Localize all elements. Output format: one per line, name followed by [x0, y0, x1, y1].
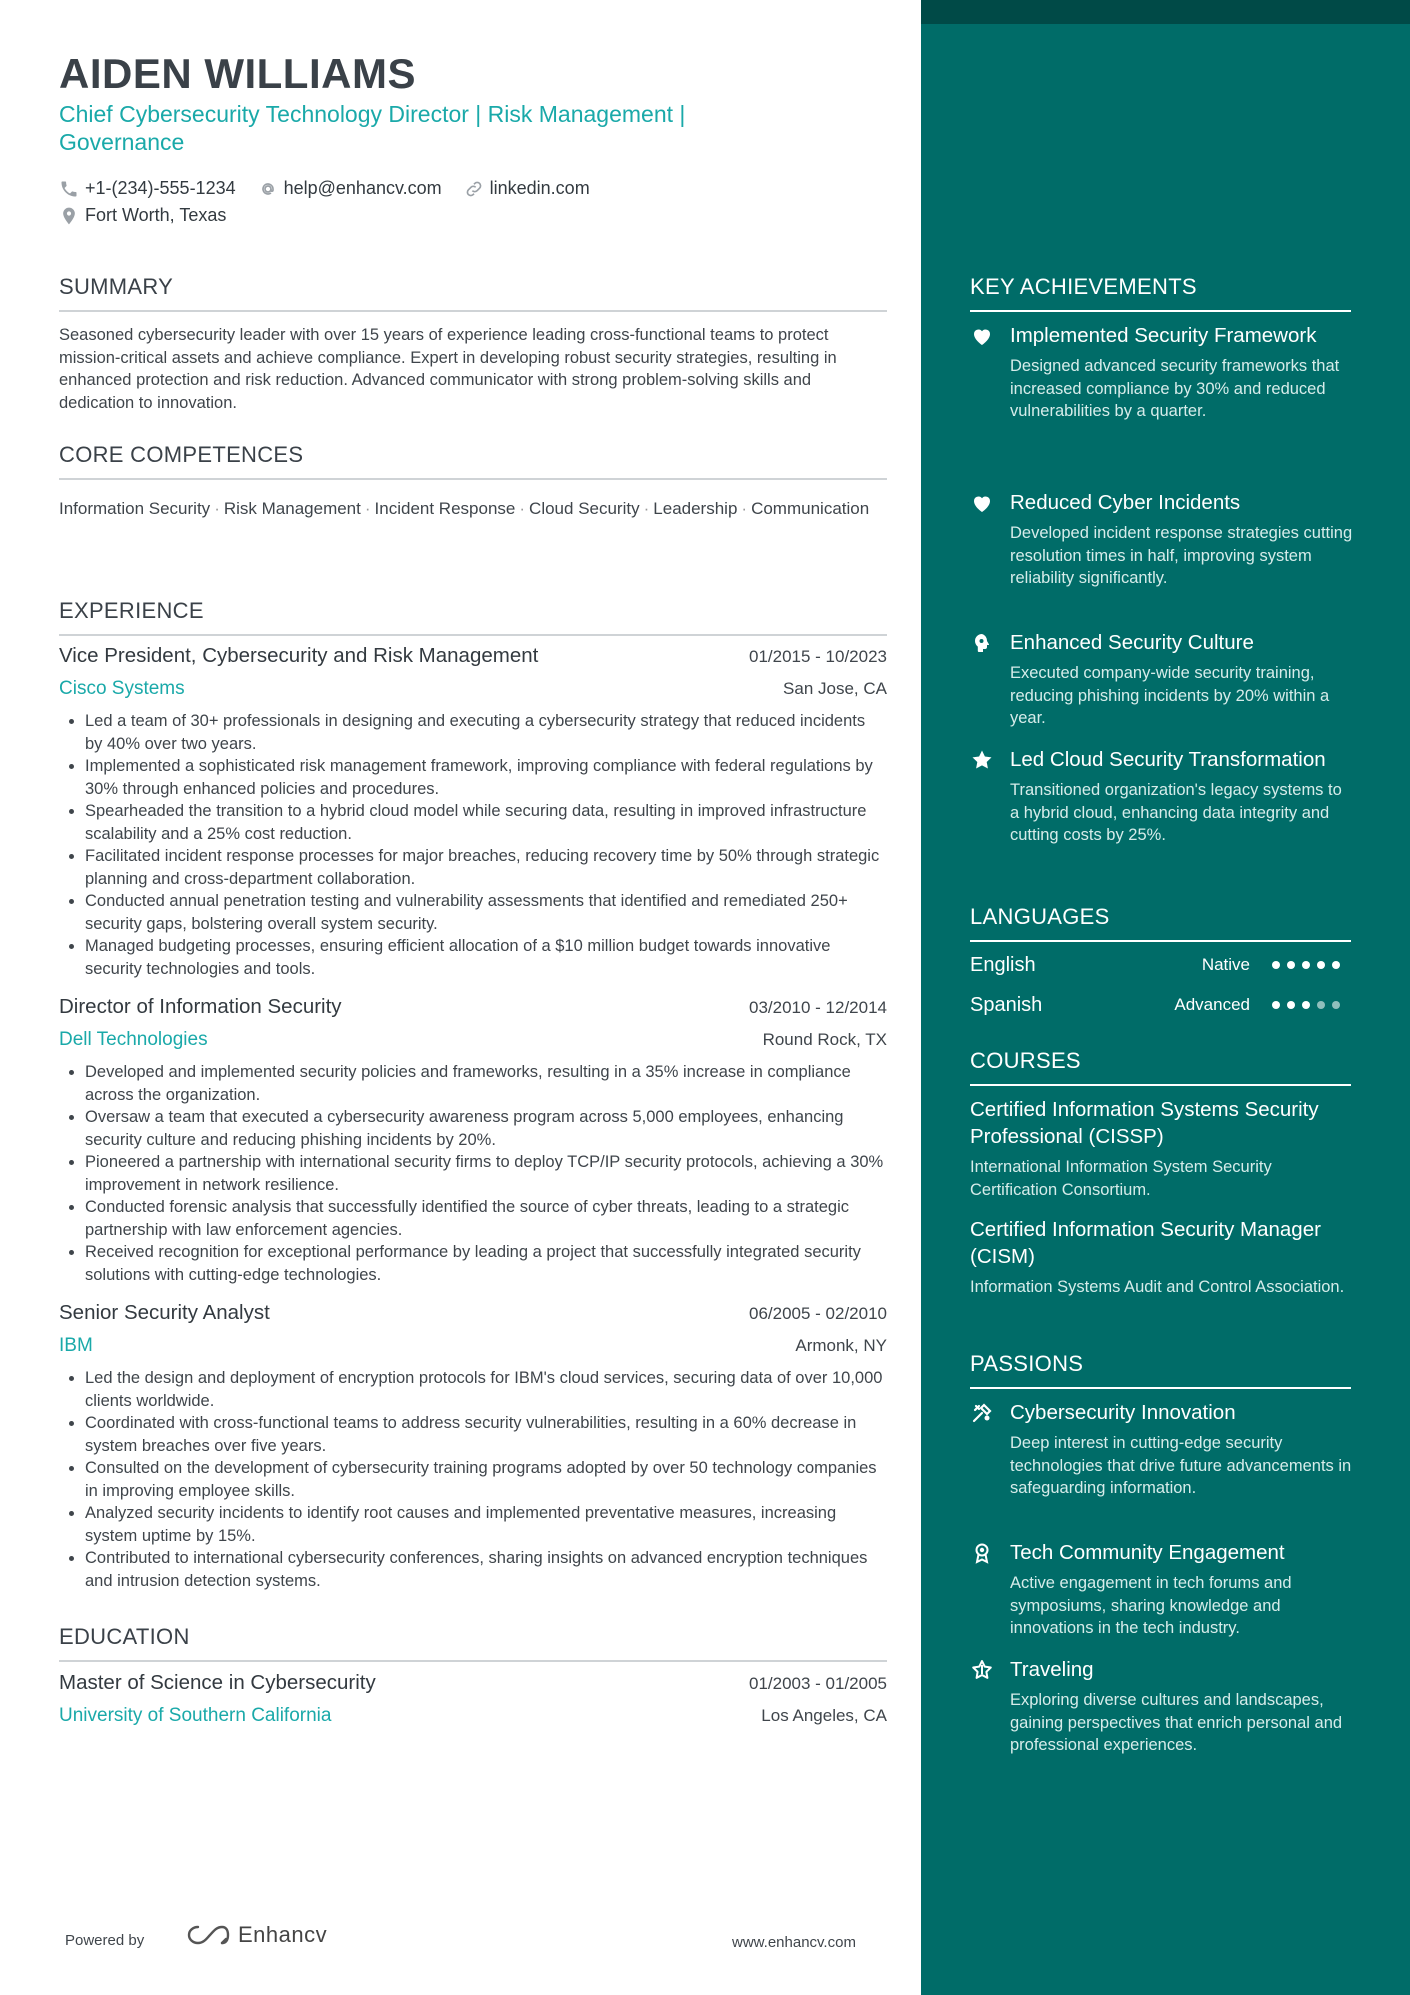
course-provider: International Information System Security Certification Consortium. — [970, 1158, 1272, 1199]
proficiency-dot — [1332, 1001, 1340, 1009]
experience-entry — [59, 644, 887, 980]
separator-dot: · — [643, 499, 650, 518]
job-bullets — [59, 1061, 887, 1286]
education-degree: Master of Science in Cybersecurity — [59, 1671, 376, 1694]
job-dates: 01/2015 - 10/2023 — [748, 647, 887, 666]
achievement-entry-title: Reduced Cyber Incidents — [1010, 491, 1241, 514]
powered-by-text: Powered by — [65, 1932, 145, 1949]
email-text: help@enhancv.com — [283, 178, 442, 198]
location-contact — [59, 205, 226, 226]
email-contact[interactable] — [258, 178, 442, 199]
job-location: Round Rock, TX — [762, 1030, 887, 1049]
languages-heading: LANGUAGES — [970, 904, 1351, 942]
achievement-entry-description: Transitioned organization's legacy systems to a hybrid cloud, enhancing data integrity and cutting costs by 25%. — [1010, 781, 1342, 844]
job-bullet: • Led a team of 30+ professionals in designing and executing a cybersecurity strategy that reduced incidents by 40% over two years. — [85, 710, 887, 755]
language-entry — [970, 990, 1351, 1020]
passion-entry-description: Exploring diverse cultures and landscapes, gaining perspectives that enrich personal and professional experiences. — [1010, 1691, 1343, 1754]
language-level: Advanced — [1174, 995, 1250, 1014]
education-dates: 01/2003 - 01/2005 — [748, 1674, 887, 1693]
passion-entry — [970, 1656, 1351, 1757]
award-icon — [970, 1541, 994, 1565]
at-icon — [258, 179, 278, 199]
language-name: Spanish — [970, 993, 1043, 1016]
job-bullets — [59, 1367, 887, 1592]
language-proficiency-dots — [1272, 1001, 1347, 1009]
language-name: English — [970, 953, 1036, 976]
language-level: Native — [1201, 955, 1250, 974]
proficiency-dot — [1272, 1001, 1280, 1009]
brain-icon — [970, 631, 994, 655]
passion-entry — [970, 1539, 1351, 1640]
education-entry — [59, 1671, 887, 1733]
job-title: Senior Security Analyst — [59, 1301, 270, 1324]
job-title: Vice President, Cybersecurity and Risk Management — [59, 644, 539, 667]
link-icon — [464, 179, 484, 199]
job-bullet: • Led the design and deployment of encryption protocols for IBM's cloud services, securing data of over 10,000 clients worldwide. — [85, 1367, 887, 1412]
heart-icon — [970, 324, 994, 348]
education-location: Los Angeles, CA — [761, 1706, 887, 1725]
job-location: San Jose, CA — [783, 679, 887, 698]
job-title: Director of Information Security — [59, 995, 342, 1018]
star-icon — [970, 748, 994, 772]
passion-entry-title: Tech Community Engagement — [1010, 1541, 1285, 1564]
experience-entry — [59, 1301, 887, 1592]
language-entry — [970, 950, 1351, 980]
job-bullet: • Analyzed security incidents to identify root causes and implemented preventative measures, increasing system uptime by 15%. — [85, 1502, 887, 1547]
job-company[interactable]: Dell Technologies — [59, 1029, 208, 1050]
job-dates: 06/2005 - 02/2010 — [748, 1304, 887, 1323]
achievement-entry — [970, 322, 1351, 423]
job-bullet: • Developed and implemented security policies and frameworks, resulting in a 35% increase in compliance across the organization. — [85, 1061, 887, 1106]
enhancv-logo-icon — [184, 1922, 232, 1948]
courses-heading: COURSES — [970, 1048, 1351, 1086]
passion-entry — [970, 1399, 1351, 1500]
contact-info — [59, 175, 859, 229]
proficiency-dot — [1317, 1001, 1325, 1009]
achievement-entry — [970, 489, 1351, 590]
proficiency-dot — [1302, 961, 1310, 969]
achievement-entry-title: Implemented Security Framework — [1010, 324, 1317, 347]
passions-heading: PASSIONS — [970, 1351, 1351, 1389]
separator-dot: · — [519, 499, 526, 518]
star-outline-icon — [970, 1658, 994, 1682]
location-text: Fort Worth, Texas — [85, 205, 227, 225]
tools-icon — [970, 1401, 994, 1425]
experience-heading: EXPERIENCE — [59, 598, 887, 636]
language-proficiency-dots — [1272, 961, 1347, 969]
achievement-entry-description: Designed advanced security frameworks that increased compliance by 30% and reduced vulnerabilities by a quarter. — [1010, 357, 1340, 420]
sidebar-top-bar — [921, 0, 1410, 24]
heart-icon — [970, 491, 994, 515]
job-company[interactable]: IBM — [59, 1335, 93, 1356]
proficiency-dot — [1287, 961, 1295, 969]
passion-entry-description: Deep interest in cutting-edge security technologies that drive future advancements in safeguarding information. — [1010, 1434, 1352, 1497]
achievement-entry-title: Led Cloud Security Transformation — [1010, 748, 1326, 771]
competences-list — [59, 489, 887, 528]
candidate-headline: Chief Cybersecurity Technology Director | Risk Management | Governance — [59, 101, 686, 155]
phone-text: +1-(234)-555-1234 — [85, 178, 236, 198]
achievement-entry-description: Developed incident response strategies cutting resolution times in half, improving system reliability significantly. — [1010, 524, 1353, 587]
competence-item: Communication — [751, 499, 870, 518]
course-provider: Information Systems Audit and Control Association. — [970, 1278, 1345, 1296]
passion-entry-description: Active engagement in tech forums and symposiums, sharing knowledge and innovations in the tech industry. — [1010, 1574, 1292, 1637]
enhancv-logo[interactable] — [184, 1922, 327, 1948]
summary-text: Seasoned cybersecurity leader with over 15 years of experience leading cross-functional teams to protect mission-critical assets and achieve compliance. Expert in developing robust security strategies, resulting in enhanced protection and risk reduction. Advanced communicator with strong problem-solving skills and dedication to innovation. — [59, 326, 837, 412]
course-title: Certified Information Systems Security Professional (CISSP) — [970, 1098, 1319, 1148]
separator-dot: · — [364, 499, 371, 518]
competence-item: Leadership — [653, 499, 738, 518]
linkedin-text: linkedin.com — [489, 178, 590, 198]
job-bullet: • Coordinated with cross-functional teams to address security vulnerabilities, resulting in a 60% decrease in system breaches over five years. — [85, 1412, 887, 1457]
job-bullet: • Conducted forensic analysis that successfully identified the source of cyber threats, leading to a strategic partnership with law enforcement agencies. — [85, 1196, 887, 1241]
job-bullet: • Consulted on the development of cybersecurity training programs adopted by over 50 technology companies in improving employee skills. — [85, 1457, 887, 1502]
footer-url[interactable]: www.enhancv.com — [732, 1934, 856, 1951]
competence-item: Incident Response — [374, 499, 516, 518]
job-bullet: • Conducted annual penetration testing and vulnerability assessments that identified and remediated 250+ security gaps, bolstering overall system security. — [85, 890, 887, 935]
passion-entry-title: Cybersecurity Innovation — [1010, 1401, 1236, 1424]
job-bullet: • Spearheaded the transition to a hybrid cloud model while securing data, resulting in improved infrastructure scalability and a 25% cost reduction. — [85, 800, 887, 845]
job-bullet: • Managed budgeting processes, ensuring efficient allocation of a $10 million budget towards innovative security technologies and tools. — [85, 935, 887, 980]
competence-item: Cloud Security — [529, 499, 640, 518]
candidate-name: AIDEN WILLIAMS — [59, 50, 416, 97]
education-heading: EDUCATION — [59, 1624, 887, 1662]
education-school: University of Southern California — [59, 1705, 332, 1726]
proficiency-dot — [1317, 961, 1325, 969]
achievement-entry — [970, 746, 1351, 847]
job-company[interactable]: Cisco Systems — [59, 678, 185, 699]
job-bullet: • Oversaw a team that executed a cybersecurity awareness program across 5,000 employees, enhancing security culture and reducing phishing incidents by 20%. — [85, 1106, 887, 1151]
phone-contact[interactable] — [59, 178, 236, 199]
course-title: Certified Information Security Manager (CISM) — [970, 1218, 1321, 1268]
achievement-entry-title: Enhanced Security Culture — [1010, 631, 1254, 654]
achievements-heading: KEY ACHIEVEMENTS — [970, 274, 1351, 312]
competence-item: Information Security — [59, 499, 211, 518]
linkedin-contact[interactable] — [464, 178, 590, 199]
experience-entry — [59, 995, 887, 1286]
separator-dot: · — [741, 499, 748, 518]
proficiency-dot — [1332, 961, 1340, 969]
job-location: Armonk, NY — [795, 1336, 887, 1355]
proficiency-dot — [1302, 1001, 1310, 1009]
separator-dot: · — [214, 499, 220, 518]
job-bullet: • Facilitated incident response processes for major breaches, reducing recovery time by 50% through strategic planning and cross-department collaboration. — [85, 845, 887, 890]
job-dates: 03/2010 - 12/2014 — [748, 998, 887, 1017]
enhancv-logo-text: Enhancv — [238, 1922, 328, 1947]
job-bullet: • Implemented a sophisticated risk management framework, improving compliance with federal regulations by 30% through enhanced policies and procedures. — [85, 755, 887, 800]
job-bullet: • Contributed to international cybersecurity conferences, sharing insights on advanced encryption techniques and intrusion detection systems. — [85, 1547, 887, 1592]
course-entry — [970, 1096, 1351, 1201]
achievement-entry — [970, 629, 1351, 730]
job-bullet: • Received recognition for exceptional performance by leading a project that successfully integrated security solutions with cutting-edge technologies. — [85, 1241, 887, 1286]
passion-entry-title: Traveling — [1010, 1658, 1094, 1681]
summary-heading: SUMMARY — [59, 274, 887, 312]
proficiency-dot — [1287, 1001, 1295, 1009]
map-pin-icon — [59, 206, 79, 226]
competences-heading: CORE COMPETENCES — [59, 442, 887, 480]
competence-item: Risk Management — [223, 499, 361, 518]
achievement-entry-description: Executed company-wide security training, reducing phishing incidents by 20% within a year. — [1010, 664, 1330, 727]
course-entry — [970, 1216, 1351, 1299]
phone-icon — [59, 179, 79, 199]
job-bullet: • Pioneered a partnership with international security firms to deploy TCP/IP security protocols, achieving a 30% improvement in network resilience. — [85, 1151, 887, 1196]
job-bullets — [59, 710, 887, 980]
proficiency-dot — [1272, 961, 1280, 969]
